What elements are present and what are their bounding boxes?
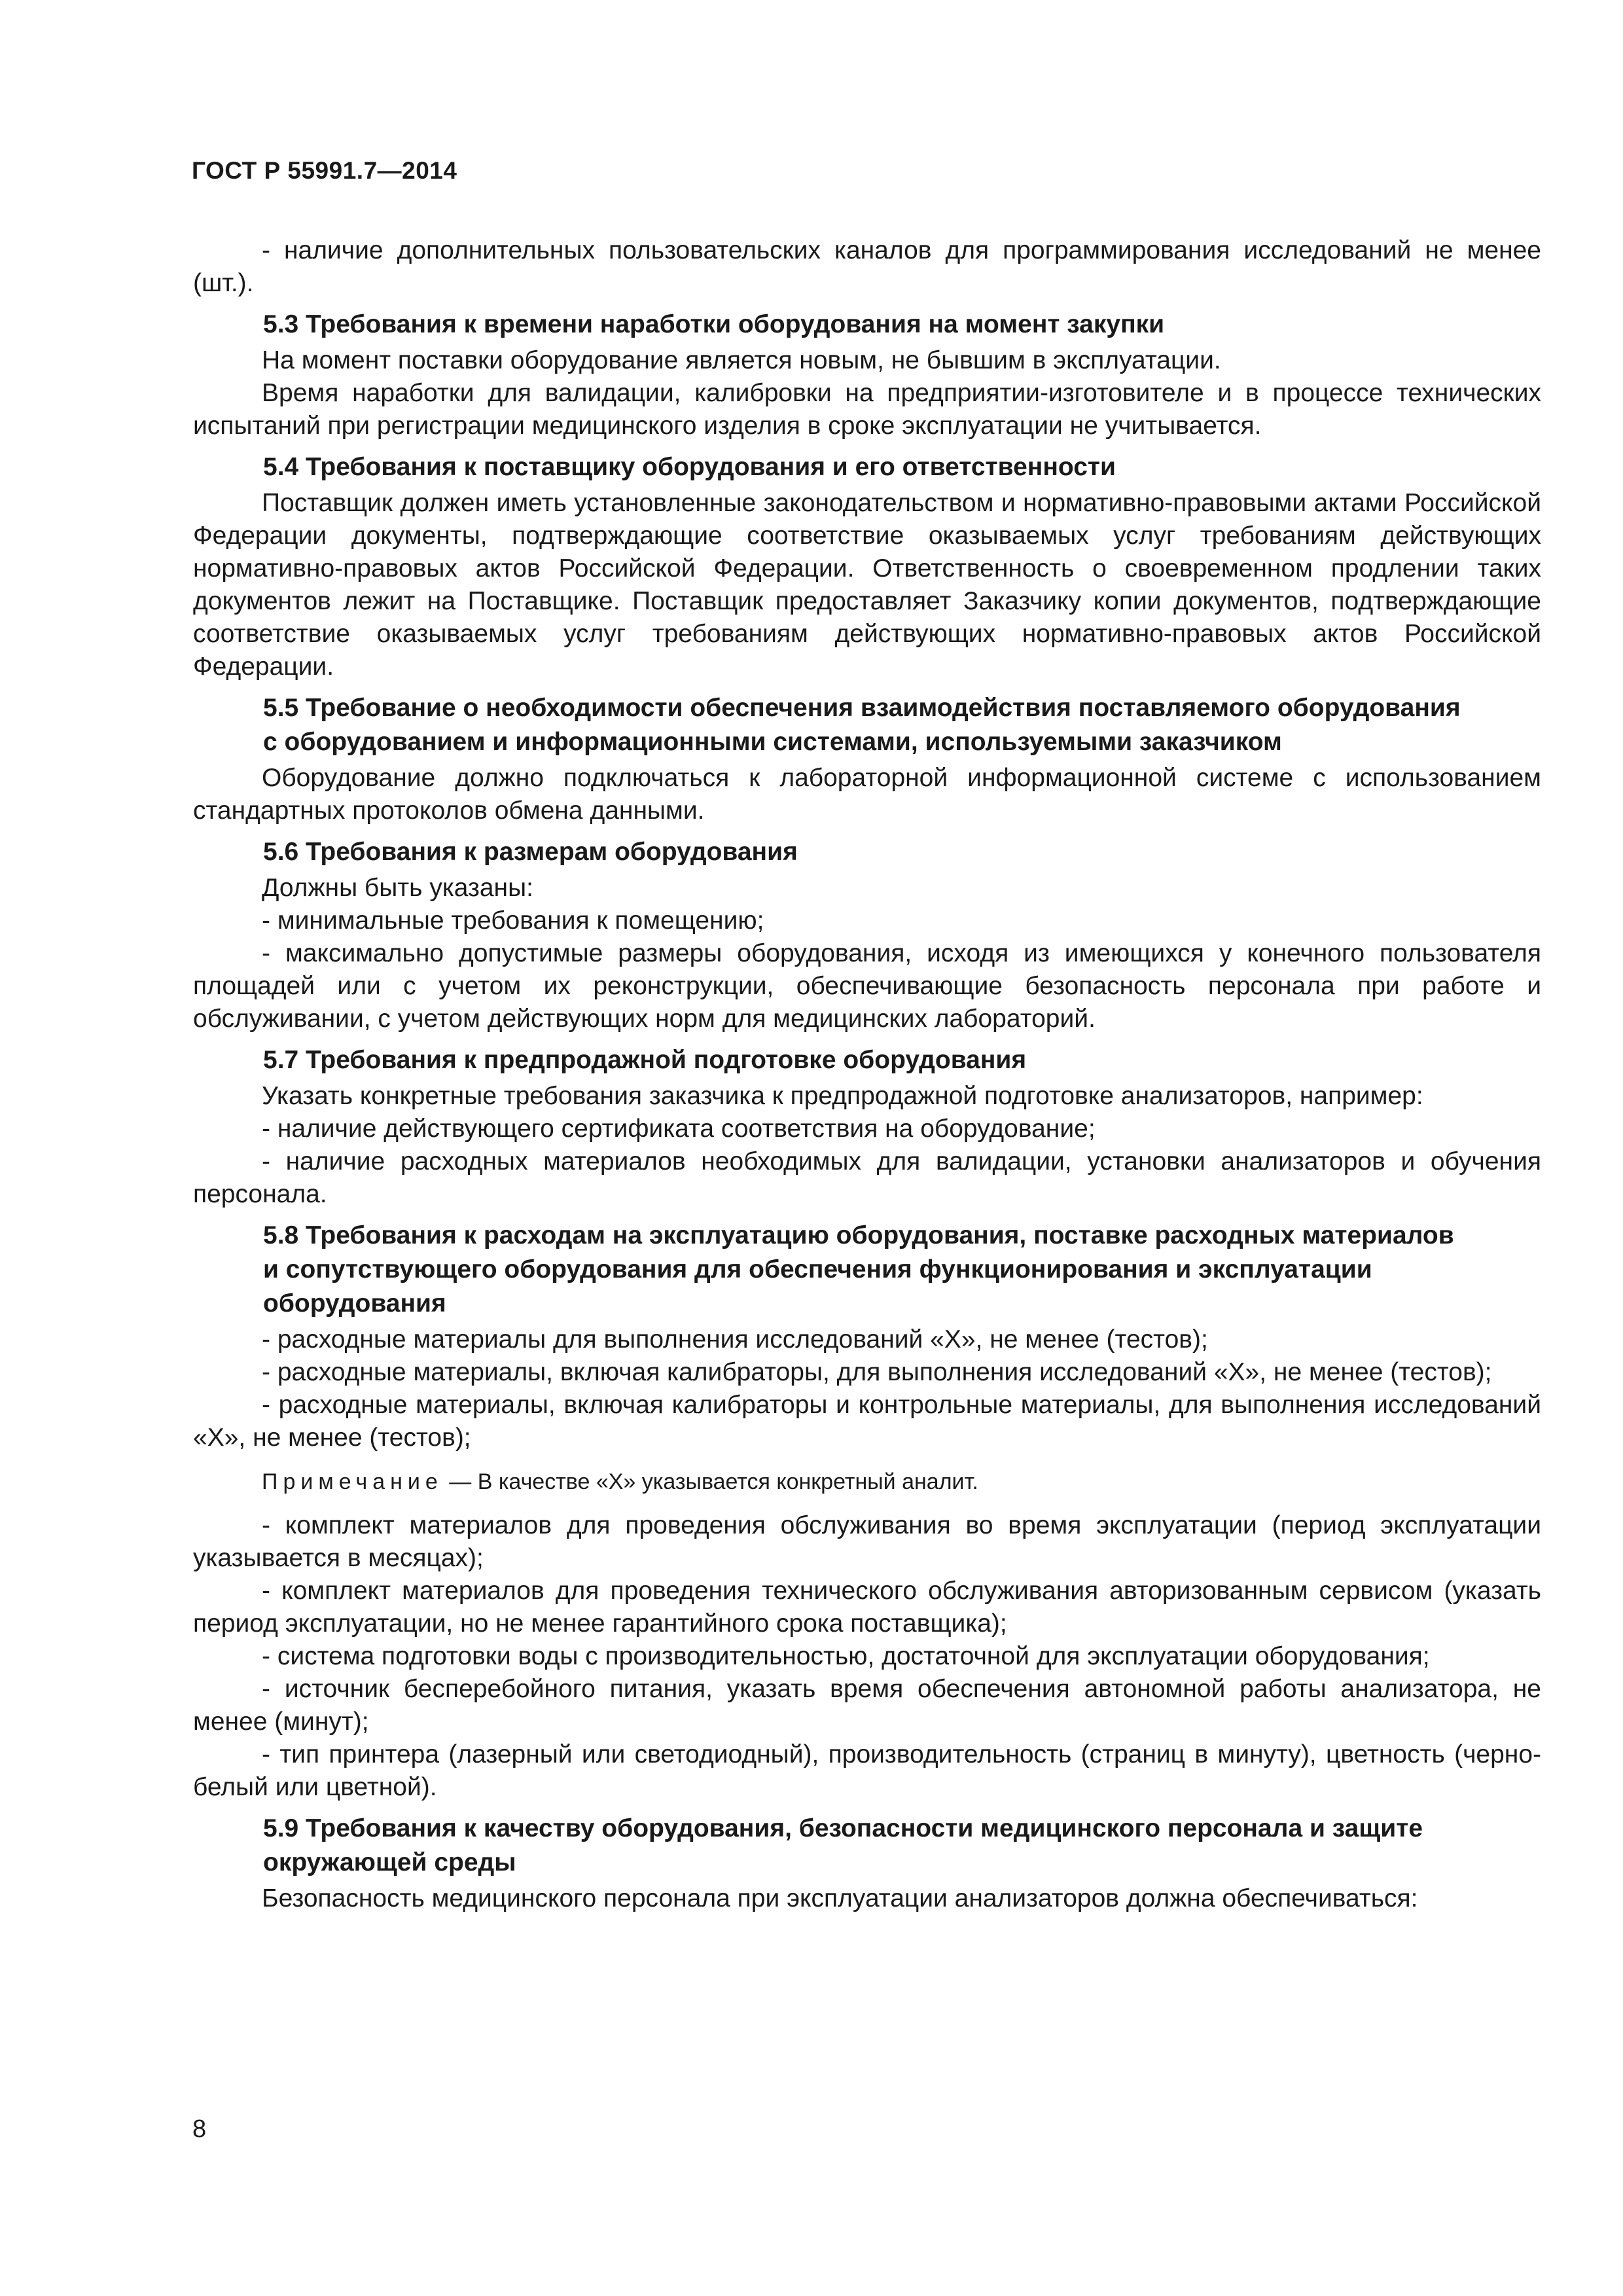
section-5-8-list-item-1: - расходные материалы для выполнения исследований «Х», не менее (тестов); [262, 1325, 1208, 1354]
section-5-8-note [193, 1467, 1541, 1496]
document-header-id: ГОСТ Р 55991.7—2014 [192, 157, 457, 184]
section-5-7-paragraph-1: Указать конкретные требования заказчика к предпродажной подготовке анализаторов, например: [262, 1082, 1423, 1110]
note-text: — В качестве «Х» указывается конкретный аналит. [442, 1469, 978, 1494]
section-5-9-paragraph-1: Безопасность медицинского персонала при эксплуатации анализаторов должна обеспечиваться: [262, 1884, 1418, 1912]
section-5-6-list-item-2: - максимально допустимые размеры оборудования, исходя из имеющихся у конечного пользователя площадей или с учетом их реконструкции, обеспечивающие безопасность персонала при работе и обслуживании, с учетом действующих норм для медицинских лабораторий. [193, 939, 1541, 1033]
section-5-8-heading: 5.8 Требования к расходам на эксплуатацию оборудования, поставке расходных материалов и сопутствующего оборудования для обеспечения функционирования и эксплуатации оборудования [263, 1221, 1454, 1318]
page-number: 8 [192, 2115, 207, 2143]
section-5-6-heading: 5.6 Требования к размерам оборудования [263, 838, 798, 866]
section-5-6-list-item-1: - минимальные требования к помещению; [262, 906, 764, 935]
section-5-3-paragraph-2: Время наработки для валидации, калибровки на предприятии-изготовителе и в процессе технических испытаний при регистрации медицинского изделия в сроке эксплуатации не учитывается. [193, 379, 1541, 440]
section-5-7-list-item-2: - наличие расходных материалов необходимых для валидации, установки анализаторов и обучения персонала. [193, 1147, 1541, 1208]
section-5-4-paragraph-1: Поставщик должен иметь установленные законодательством и нормативно-правовыми актами Российской Федерации документы, подтверждающие соответствие оказываемых услуг требованиям действующих нормативно-правовых актов Российской Федерации. Ответственность о своевременном продлении таких документов лежит на Поставщике. Поставщик предоставляет Заказчику копии документов, подтверждающие соответствие оказываемых услуг требованиям действующих нормативно-правовых актов Российской Федерации. [193, 489, 1541, 681]
section-5-8-list-item-7: - источник бесперебойного питания, указать время обеспечения автономной работы анализатора, не менее (минут); [193, 1675, 1541, 1736]
section-5-4-heading: 5.4 Требования к поставщику оборудования и его ответственности [263, 453, 1116, 481]
document-body [193, 234, 1541, 1915]
section-5-8-list-item-2: - расходные материалы, включая калибраторы, для выполнения исследований «Х», не менее (тестов); [262, 1358, 1492, 1386]
section-5-8-list-item-6: - система подготовки воды с производительностью, достаточной для эксплуатации оборудования; [262, 1642, 1430, 1670]
section-5-3-heading: 5.3 Требования к времени наработки оборудования на момент закупки [263, 310, 1165, 338]
section-5-8-list-item-5: - комплект материалов для проведения технического обслуживания авторизованным сервисом (указать период эксплуатации, но не менее гарантийного срока поставщика); [193, 1577, 1541, 1638]
section-5-8-list-item-3: - расходные материалы, включая калибраторы и контрольные материалы, для выполнения исследований «Х», не менее (тестов); [193, 1391, 1541, 1452]
section-5-8-list-item-4: - комплект материалов для проведения обслуживания во время эксплуатации (период эксплуатации указывается в месяцах); [193, 1511, 1541, 1572]
paragraph-channels: - наличие дополнительных пользовательских каналов для программирования исследований не менее (шт.). [193, 236, 1541, 297]
note-label: Примечание [262, 1469, 443, 1494]
section-5-5-heading: 5.5 Требование о необходимости обеспечения взаимодействия поставляемого оборудования с оборудованием и информационными системами, используемыми заказчиком [263, 694, 1461, 756]
section-5-8-list-item-8: - тип принтера (лазерный или светодиодный), производительность (страниц в минуту), цветность (черно-белый или цветной). [193, 1740, 1541, 1801]
section-5-3-paragraph-1: На момент поставки оборудование является новым, не бывшим в эксплуатации. [262, 346, 1221, 374]
section-5-7-heading: 5.7 Требования к предпродажной подготовке оборудования [263, 1046, 1027, 1074]
section-5-6-paragraph-1: Должны быть указаны: [262, 874, 533, 902]
section-5-7-list-item-1: - наличие действующего сертификата соответствия на оборудование; [262, 1115, 1096, 1143]
section-5-5-paragraph-1: Оборудование должно подключаться к лабораторной информационной системе с использованием стандартных протоколов обмена данными. [193, 764, 1541, 825]
section-5-9-heading: 5.9 Требования к качеству оборудования, безопасности медицинского персонала и защите окружающей среды [263, 1814, 1423, 1876]
